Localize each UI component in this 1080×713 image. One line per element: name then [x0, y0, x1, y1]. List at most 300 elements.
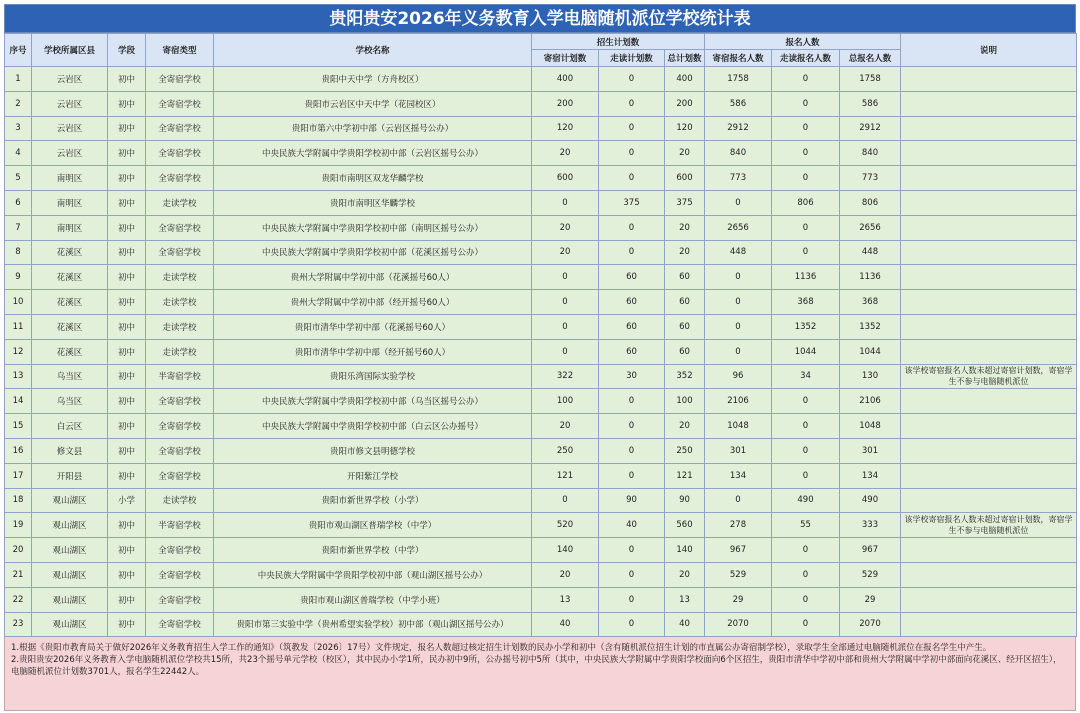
cell-seq: 6 — [5, 190, 32, 215]
cell-plan-total: 375 — [665, 190, 705, 215]
cell-plan-board: 0 — [532, 265, 599, 290]
cell-district: 乌当区 — [32, 364, 108, 389]
cell-plan-day: 0 — [599, 166, 665, 191]
cell-board-type: 走读学校 — [146, 314, 214, 339]
cell-apply-day: 0 — [772, 538, 840, 563]
school-table — [4, 33, 1077, 637]
table-row — [5, 438, 1077, 463]
cell-seq: 1 — [5, 67, 32, 92]
cell-apply-total: 368 — [840, 290, 901, 315]
cell-district: 开阳县 — [32, 463, 108, 488]
cell-stage: 初中 — [108, 215, 146, 240]
cell-apply-total: 773 — [840, 166, 901, 191]
cell-board-type: 走读学校 — [146, 265, 214, 290]
cell-apply-day: 1352 — [772, 314, 840, 339]
cell-plan-total: 120 — [665, 116, 705, 141]
cell-note — [901, 389, 1077, 414]
cell-apply-day: 1136 — [772, 265, 840, 290]
cell-apply-day: 55 — [772, 513, 840, 538]
cell-district: 南明区 — [32, 166, 108, 191]
cell-board-type: 全寄宿学校 — [146, 91, 214, 116]
cell-school-name: 贵州大学附属中学初中部（花溪摇号60人） — [214, 265, 532, 290]
cell-note — [901, 290, 1077, 315]
cell-apply-total: 490 — [840, 488, 901, 513]
table-row — [5, 290, 1077, 315]
cell-board-type: 全寄宿学校 — [146, 587, 214, 612]
cell-seq: 23 — [5, 612, 32, 637]
table-row — [5, 240, 1077, 265]
cell-plan-total: 200 — [665, 91, 705, 116]
cell-apply-day: 0 — [772, 116, 840, 141]
cell-seq: 5 — [5, 166, 32, 191]
cell-seq: 14 — [5, 389, 32, 414]
cell-apply-total: 840 — [840, 141, 901, 166]
cell-plan-day: 30 — [599, 364, 665, 389]
cell-school-name: 贵阳市云岩区中天中学（花园校区） — [214, 91, 532, 116]
cell-plan-day: 0 — [599, 414, 665, 439]
cell-apply-total: 130 — [840, 364, 901, 389]
cell-plan-total: 20 — [665, 141, 705, 166]
cell-board-type: 全寄宿学校 — [146, 438, 214, 463]
cell-apply-board: 2912 — [705, 116, 772, 141]
cell-board-type: 走读学校 — [146, 290, 214, 315]
footer-notes — [4, 637, 1076, 711]
header-apply-group: 报名人数 — [705, 34, 901, 50]
cell-apply-total: 29 — [840, 587, 901, 612]
cell-seq: 18 — [5, 488, 32, 513]
table-row — [5, 538, 1077, 563]
table-body — [5, 67, 1077, 637]
cell-board-type: 全寄宿学校 — [146, 389, 214, 414]
cell-district: 花溪区 — [32, 339, 108, 364]
cell-plan-board: 20 — [532, 414, 599, 439]
cell-seq: 22 — [5, 587, 32, 612]
cell-school-name: 贵阳市第六中学初中部（云岩区摇号公办） — [214, 116, 532, 141]
cell-note — [901, 438, 1077, 463]
cell-school-name: 贵阳中天中学（方舟校区） — [214, 67, 532, 92]
cell-note — [901, 265, 1077, 290]
cell-board-type: 走读学校 — [146, 339, 214, 364]
cell-plan-day: 0 — [599, 389, 665, 414]
cell-apply-day: 34 — [772, 364, 840, 389]
cell-plan-day: 0 — [599, 612, 665, 637]
cell-plan-board: 13 — [532, 587, 599, 612]
cell-board-type: 全寄宿学校 — [146, 538, 214, 563]
cell-plan-total: 400 — [665, 67, 705, 92]
table-row — [5, 141, 1077, 166]
cell-stage: 初中 — [108, 364, 146, 389]
cell-district: 修文县 — [32, 438, 108, 463]
cell-apply-board: 0 — [705, 488, 772, 513]
cell-apply-total: 448 — [840, 240, 901, 265]
header-apply-total: 总报名人数 — [840, 50, 901, 67]
table-row — [5, 91, 1077, 116]
cell-plan-board: 250 — [532, 438, 599, 463]
cell-board-type: 走读学校 — [146, 190, 214, 215]
cell-school-name: 中央民族大学附属中学贵阳学校初中部（云岩区摇号公办） — [214, 141, 532, 166]
cell-plan-board: 140 — [532, 538, 599, 563]
cell-school-name: 贵阳市南明区华麟学校 — [214, 190, 532, 215]
cell-note — [901, 166, 1077, 191]
table-row — [5, 587, 1077, 612]
cell-school-name: 贵阳市修文县明德学校 — [214, 438, 532, 463]
cell-district: 观山湖区 — [32, 538, 108, 563]
table-row — [5, 67, 1077, 92]
cell-apply-day: 0 — [772, 389, 840, 414]
cell-board-type: 全寄宿学校 — [146, 116, 214, 141]
cell-seq: 2 — [5, 91, 32, 116]
cell-district: 观山湖区 — [32, 488, 108, 513]
cell-apply-day: 0 — [772, 587, 840, 612]
cell-apply-board: 2656 — [705, 215, 772, 240]
cell-stage: 初中 — [108, 438, 146, 463]
cell-apply-total: 529 — [840, 562, 901, 587]
cell-plan-total: 60 — [665, 339, 705, 364]
cell-apply-board: 0 — [705, 290, 772, 315]
cell-seq: 21 — [5, 562, 32, 587]
cell-school-name: 中央民族大学附属中学贵阳学校初中部（乌当区摇号公办） — [214, 389, 532, 414]
header-plan-group: 招生计划数 — [532, 34, 705, 50]
cell-apply-board: 2106 — [705, 389, 772, 414]
cell-plan-total: 352 — [665, 364, 705, 389]
cell-apply-total: 806 — [840, 190, 901, 215]
cell-school-name: 开阳紫江学校 — [214, 463, 532, 488]
cell-district: 花溪区 — [32, 314, 108, 339]
cell-plan-day: 0 — [599, 91, 665, 116]
cell-plan-board: 200 — [532, 91, 599, 116]
table-row — [5, 339, 1077, 364]
cell-plan-day: 60 — [599, 290, 665, 315]
cell-apply-day: 806 — [772, 190, 840, 215]
cell-seq: 3 — [5, 116, 32, 141]
cell-stage: 初中 — [108, 612, 146, 637]
cell-apply-board: 840 — [705, 141, 772, 166]
cell-district: 乌当区 — [32, 389, 108, 414]
cell-apply-board: 96 — [705, 364, 772, 389]
cell-plan-day: 0 — [599, 141, 665, 166]
cell-apply-day: 0 — [772, 240, 840, 265]
cell-note — [901, 463, 1077, 488]
cell-note — [901, 141, 1077, 166]
cell-plan-board: 400 — [532, 67, 599, 92]
table-row — [5, 166, 1077, 191]
cell-apply-total: 301 — [840, 438, 901, 463]
cell-seq: 17 — [5, 463, 32, 488]
cell-apply-board: 1048 — [705, 414, 772, 439]
cell-board-type: 全寄宿学校 — [146, 562, 214, 587]
cell-plan-board: 0 — [532, 290, 599, 315]
table-row — [5, 314, 1077, 339]
cell-apply-day: 0 — [772, 67, 840, 92]
cell-apply-day: 368 — [772, 290, 840, 315]
table-row — [5, 265, 1077, 290]
cell-plan-board: 121 — [532, 463, 599, 488]
cell-district: 观山湖区 — [32, 513, 108, 538]
cell-school-name: 贵阳市观山湖区普瑞学校（中学） — [214, 513, 532, 538]
cell-apply-board: 0 — [705, 265, 772, 290]
header-school-name: 学校名称 — [214, 34, 532, 67]
cell-plan-day: 0 — [599, 67, 665, 92]
cell-district: 南明区 — [32, 215, 108, 240]
table-row — [5, 215, 1077, 240]
cell-seq: 12 — [5, 339, 32, 364]
cell-plan-board: 0 — [532, 488, 599, 513]
cell-note — [901, 488, 1077, 513]
cell-board-type: 全寄宿学校 — [146, 463, 214, 488]
cell-note — [901, 314, 1077, 339]
cell-school-name: 贵阳市第三实验中学（贵州希望实验学校）初中部（观山湖区摇号公办） — [214, 612, 532, 637]
cell-plan-total: 40 — [665, 612, 705, 637]
cell-note — [901, 190, 1077, 215]
cell-plan-day: 0 — [599, 587, 665, 612]
cell-seq: 4 — [5, 141, 32, 166]
cell-note — [901, 240, 1077, 265]
cell-apply-board: 967 — [705, 538, 772, 563]
cell-apply-board: 448 — [705, 240, 772, 265]
header-apply-board: 寄宿报名人数 — [705, 50, 772, 67]
cell-apply-board: 1758 — [705, 67, 772, 92]
cell-plan-board: 600 — [532, 166, 599, 191]
cell-stage: 初中 — [108, 67, 146, 92]
table-row — [5, 463, 1077, 488]
cell-district: 云岩区 — [32, 67, 108, 92]
cell-school-name: 贵阳市新世界学校（中学） — [214, 538, 532, 563]
cell-plan-total: 250 — [665, 438, 705, 463]
cell-seq: 15 — [5, 414, 32, 439]
cell-note: 该学校寄宿报名人数未超过寄宿计划数，寄宿学生不参与电脑随机派位 — [901, 364, 1077, 389]
cell-apply-board: 586 — [705, 91, 772, 116]
cell-apply-board: 0 — [705, 190, 772, 215]
cell-note — [901, 562, 1077, 587]
cell-plan-total: 90 — [665, 488, 705, 513]
cell-stage: 初中 — [108, 562, 146, 587]
cell-school-name: 中央民族大学附属中学贵阳学校初中部（白云区公办摇号） — [214, 414, 532, 439]
cell-apply-board: 2070 — [705, 612, 772, 637]
cell-school-name: 贵阳乐湾国际实验学校 — [214, 364, 532, 389]
cell-plan-total: 13 — [665, 587, 705, 612]
header-plan-day: 走读计划数 — [599, 50, 665, 67]
cell-stage: 初中 — [108, 190, 146, 215]
cell-apply-total: 1758 — [840, 67, 901, 92]
footer-note-1: 1.根据《贵阳市教育局关于做好2026年义务教育招生入学工作的通知》（筑教发〔2026〕17号）文件规定，报名人数超过核定招生计划数的民办小学和初中（含有随机派位招生计划的市直属公办寄宿制学校），录取学生全部通过电脑随机派位在报名学生中产生。 — [11, 643, 992, 654]
cell-plan-total: 600 — [665, 166, 705, 191]
cell-plan-day: 0 — [599, 538, 665, 563]
cell-apply-day: 0 — [772, 215, 840, 240]
cell-plan-day: 60 — [599, 314, 665, 339]
cell-district: 观山湖区 — [32, 562, 108, 587]
cell-note — [901, 67, 1077, 92]
table-row — [5, 414, 1077, 439]
table-row — [5, 513, 1077, 538]
cell-board-type: 全寄宿学校 — [146, 612, 214, 637]
cell-plan-total: 60 — [665, 314, 705, 339]
cell-seq: 16 — [5, 438, 32, 463]
cell-plan-board: 20 — [532, 240, 599, 265]
footer-note-2: 2.贵阳贵安2026年义务教育入学电脑随机派位学校共15所，共23个摇号单元学校（校区），其中民办小学1所，民办初中9所，公办摇号初中5所（其中，中央民族大学附属中学贵阳学校面向6个区招生，贵阳市清华中学初中部和贵州大学附属中学初中部面向花溪区、经开区招生），电脑随机派位计划数3701人，报名学生22442人。 — [11, 655, 1062, 678]
cell-district: 花溪区 — [32, 240, 108, 265]
table-row — [5, 612, 1077, 637]
cell-plan-board: 20 — [532, 215, 599, 240]
cell-plan-day: 60 — [599, 339, 665, 364]
cell-plan-board: 20 — [532, 141, 599, 166]
cell-plan-day: 0 — [599, 438, 665, 463]
cell-stage: 初中 — [108, 339, 146, 364]
cell-school-name: 贵阳市清华中学初中部（花溪摇号60人） — [214, 314, 532, 339]
cell-apply-day: 0 — [772, 438, 840, 463]
cell-stage: 初中 — [108, 290, 146, 315]
cell-plan-total: 140 — [665, 538, 705, 563]
cell-board-type: 全寄宿学校 — [146, 240, 214, 265]
cell-apply-total: 967 — [840, 538, 901, 563]
cell-seq: 19 — [5, 513, 32, 538]
cell-seq: 13 — [5, 364, 32, 389]
cell-district: 花溪区 — [32, 265, 108, 290]
cell-apply-total: 1044 — [840, 339, 901, 364]
cell-plan-day: 90 — [599, 488, 665, 513]
header-stage: 学段 — [108, 34, 146, 67]
cell-school-name: 贵阳市新世界学校（小学） — [214, 488, 532, 513]
cell-plan-day: 60 — [599, 265, 665, 290]
cell-seq: 11 — [5, 314, 32, 339]
cell-stage: 初中 — [108, 166, 146, 191]
table-row — [5, 190, 1077, 215]
header-district: 学校所属区县 — [32, 34, 108, 67]
cell-apply-board: 134 — [705, 463, 772, 488]
cell-plan-total: 100 — [665, 389, 705, 414]
cell-apply-total: 2656 — [840, 215, 901, 240]
header-plan-board: 寄宿计划数 — [532, 50, 599, 67]
cell-apply-board: 0 — [705, 314, 772, 339]
cell-apply-day: 0 — [772, 562, 840, 587]
cell-stage: 初中 — [108, 314, 146, 339]
cell-plan-day: 40 — [599, 513, 665, 538]
cell-stage: 初中 — [108, 513, 146, 538]
cell-note — [901, 339, 1077, 364]
header-note: 说明 — [901, 34, 1077, 67]
cell-apply-total: 1136 — [840, 265, 901, 290]
cell-plan-total: 20 — [665, 414, 705, 439]
header-board-type: 寄宿类型 — [146, 34, 214, 67]
cell-stage: 初中 — [108, 116, 146, 141]
cell-stage: 初中 — [108, 463, 146, 488]
cell-stage: 小学 — [108, 488, 146, 513]
cell-district: 白云区 — [32, 414, 108, 439]
cell-apply-board: 773 — [705, 166, 772, 191]
cell-note — [901, 91, 1077, 116]
cell-seq: 7 — [5, 215, 32, 240]
cell-school-name: 贵阳市南明区双龙华麟学校 — [214, 166, 532, 191]
cell-plan-board: 0 — [532, 339, 599, 364]
cell-board-type: 走读学校 — [146, 488, 214, 513]
header-plan-total: 总计划数 — [665, 50, 705, 67]
cell-apply-day: 0 — [772, 414, 840, 439]
cell-note — [901, 414, 1077, 439]
cell-district: 南明区 — [32, 190, 108, 215]
cell-district: 云岩区 — [32, 116, 108, 141]
cell-stage: 初中 — [108, 538, 146, 563]
table-row — [5, 364, 1077, 389]
cell-note — [901, 116, 1077, 141]
cell-plan-board: 0 — [532, 190, 599, 215]
cell-apply-day: 490 — [772, 488, 840, 513]
cell-apply-total: 333 — [840, 513, 901, 538]
cell-stage: 初中 — [108, 414, 146, 439]
cell-apply-total: 2106 — [840, 389, 901, 414]
cell-plan-day: 0 — [599, 463, 665, 488]
cell-district: 观山湖区 — [32, 612, 108, 637]
cell-seq: 9 — [5, 265, 32, 290]
cell-apply-day: 0 — [772, 166, 840, 191]
cell-stage: 初中 — [108, 141, 146, 166]
cell-school-name: 贵阳市清华中学初中部（经开摇号60人） — [214, 339, 532, 364]
cell-stage: 初中 — [108, 91, 146, 116]
cell-district: 观山湖区 — [32, 587, 108, 612]
cell-school-name: 贵阳市观山湖区普瑞学校（中学小班） — [214, 587, 532, 612]
cell-note — [901, 538, 1077, 563]
cell-stage: 初中 — [108, 389, 146, 414]
cell-board-type: 全寄宿学校 — [146, 141, 214, 166]
table-row — [5, 116, 1077, 141]
cell-plan-day: 0 — [599, 562, 665, 587]
table-row — [5, 488, 1077, 513]
cell-stage: 初中 — [108, 265, 146, 290]
cell-board-type: 半寄宿学校 — [146, 513, 214, 538]
cell-plan-board: 322 — [532, 364, 599, 389]
cell-apply-total: 586 — [840, 91, 901, 116]
cell-school-name: 中央民族大学附属中学贵阳学校初中部（花溪区摇号公办） — [214, 240, 532, 265]
cell-apply-board: 301 — [705, 438, 772, 463]
cell-apply-day: 0 — [772, 141, 840, 166]
cell-plan-total: 60 — [665, 290, 705, 315]
page — [4, 4, 1076, 709]
table-row — [5, 562, 1077, 587]
cell-note — [901, 612, 1077, 637]
cell-seq: 20 — [5, 538, 32, 563]
cell-apply-day: 1044 — [772, 339, 840, 364]
cell-board-type: 半寄宿学校 — [146, 364, 214, 389]
cell-note: 该学校寄宿报名人数未超过寄宿计划数，寄宿学生不参与电脑随机派位 — [901, 513, 1077, 538]
cell-school-name: 中央民族大学附属中学贵阳学校初中部（观山湖区摇号公办） — [214, 562, 532, 587]
cell-district: 云岩区 — [32, 141, 108, 166]
cell-apply-day: 0 — [772, 463, 840, 488]
cell-plan-day: 375 — [599, 190, 665, 215]
cell-note — [901, 215, 1077, 240]
cell-apply-total: 134 — [840, 463, 901, 488]
table-row — [5, 389, 1077, 414]
cell-apply-total: 2070 — [840, 612, 901, 637]
cell-board-type: 全寄宿学校 — [146, 166, 214, 191]
cell-board-type: 全寄宿学校 — [146, 414, 214, 439]
cell-board-type: 全寄宿学校 — [146, 215, 214, 240]
cell-apply-total: 2912 — [840, 116, 901, 141]
cell-plan-board: 20 — [532, 562, 599, 587]
page-title: 贵阳贵安2026年义务教育入学电脑随机派位学校统计表 — [4, 4, 1076, 33]
cell-apply-day: 0 — [772, 612, 840, 637]
cell-plan-total: 20 — [665, 562, 705, 587]
cell-plan-board: 520 — [532, 513, 599, 538]
cell-district: 花溪区 — [32, 290, 108, 315]
cell-plan-board: 40 — [532, 612, 599, 637]
cell-apply-board: 529 — [705, 562, 772, 587]
cell-plan-total: 121 — [665, 463, 705, 488]
cell-stage: 初中 — [108, 587, 146, 612]
cell-stage: 初中 — [108, 240, 146, 265]
cell-board-type: 全寄宿学校 — [146, 67, 214, 92]
cell-plan-total: 20 — [665, 240, 705, 265]
header-seq: 序号 — [5, 34, 32, 67]
cell-plan-board: 120 — [532, 116, 599, 141]
cell-apply-total: 1352 — [840, 314, 901, 339]
